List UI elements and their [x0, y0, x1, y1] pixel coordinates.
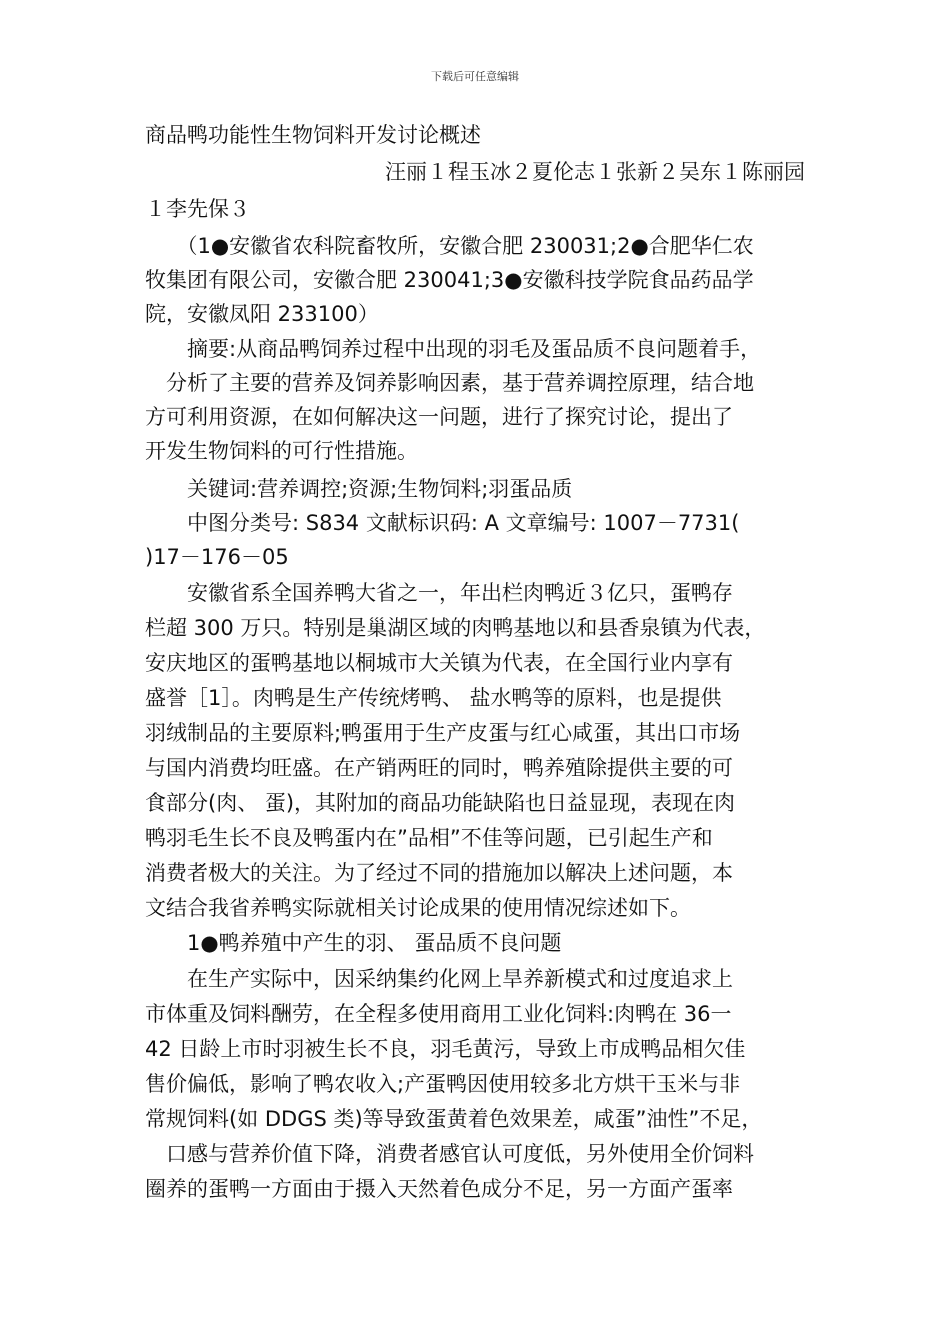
body-line: 圈养的蛋鸭一方面由于摄入天然着色成分不足，另一方面产蛋率	[145, 1177, 733, 1201]
classification-line: 中图分类号: S834 文献标识码: A 文章编号: 1007－7731(	[145, 511, 740, 535]
body-line: 口感与营养价值下降，消费者感官认可度低，另外使用全价饲料	[145, 1142, 754, 1166]
intro-line: 食部分(肉、 蛋)，其附加的商品功能缺陷也日益显现，表现在肉	[145, 791, 736, 815]
body-line: 售价偏低，影响了鸭农收入;产蛋鸭因使用较多北方烘干玉米与非	[145, 1072, 741, 1096]
intro-line: 栏超 300 万只。特别是巢湖区域的肉鸭基地以和县香泉镇为代表，	[145, 616, 766, 640]
body-line: 常规饲料(如 DDGS 类)等导致蛋黄着色效果差，咸蛋”油性”不足，	[145, 1107, 763, 1131]
intro-line: 安庆地区的蛋鸭基地以桐城市大关镇为代表，在全国行业内享有	[145, 651, 733, 675]
intro-line: 盛誉［1］。肉鸭是生产传统烤鸭、 盐水鸭等的原料，也是提供	[145, 686, 722, 710]
intro-line: 与国内消费均旺盛。在产销两旺的同时，鸭养殖除提供主要的可	[145, 756, 733, 780]
body-line: 在生产实际中，因采纳集约化网上旱养新模式和过度追求上	[145, 967, 733, 991]
section-heading: 1●鸭养殖中产生的羽、 蛋品质不良问题	[145, 931, 562, 955]
abstract-line: 摘要:从商品鸭饲养过程中出现的羽毛及蛋品质不良问题着手，	[145, 337, 762, 361]
abstract-line: 分析了主要的营养及饲养影响因素，基于营养调控原理，结合地	[145, 371, 754, 395]
intro-line: 文结合我省养鸭实际就相关讨论成果的使用情况综述如下。	[145, 896, 691, 920]
keywords-line: 关键词:营养调控;资源;生物饲料;羽蛋品质	[145, 477, 573, 501]
classification-line: )17－176－05	[145, 545, 289, 569]
author-line: 汪丽１程玉冰２夏伦志１张新２吴东１陈丽园	[385, 160, 805, 184]
document-title: 商品鸭功能性生物饲料开发讨论概述	[145, 123, 481, 147]
affiliation-line: （1●安徽省农科院畜牧所，安徽合肥 230031;2●合肥华仁农	[145, 234, 754, 258]
affiliation-line: 院，安徽凤阳 233100）	[145, 302, 379, 326]
abstract-line: 开发生物饲料的可行性措施。	[145, 439, 418, 463]
body-line: 市体重及饲料酬劳，在全程多使用商用工业化饲料:肉鸭在 36一	[145, 1002, 732, 1026]
author-line: １李先保３	[145, 197, 250, 221]
intro-line: 鸭羽毛生长不良及鸭蛋内在”品相”不佳等问题，已引起生产和	[145, 826, 713, 850]
affiliation-line: 牧集团有限公司，安徽合肥 230041;3●安徽科技学院食品药品学	[145, 268, 754, 292]
intro-line: 羽绒制品的主要原料;鸭蛋用于生产皮蛋与红心咸蛋，其出口市场	[145, 721, 741, 745]
download-note: 下载后可任意编辑	[431, 70, 519, 83]
intro-line: 安徽省系全国养鸭大省之一，年出栏肉鸭近３亿只，蛋鸭存	[145, 581, 733, 605]
abstract-line: 方可利用资源，在如何解决这一问题，进行了探究讨论，提出了	[145, 405, 733, 429]
body-line: 42 日龄上市时羽被生长不良，羽毛黄污，导致上市成鸭品相欠佳	[145, 1037, 746, 1061]
intro-line: 消费者极大的关注。为了经过不同的措施加以解决上述问题，本	[145, 861, 733, 885]
